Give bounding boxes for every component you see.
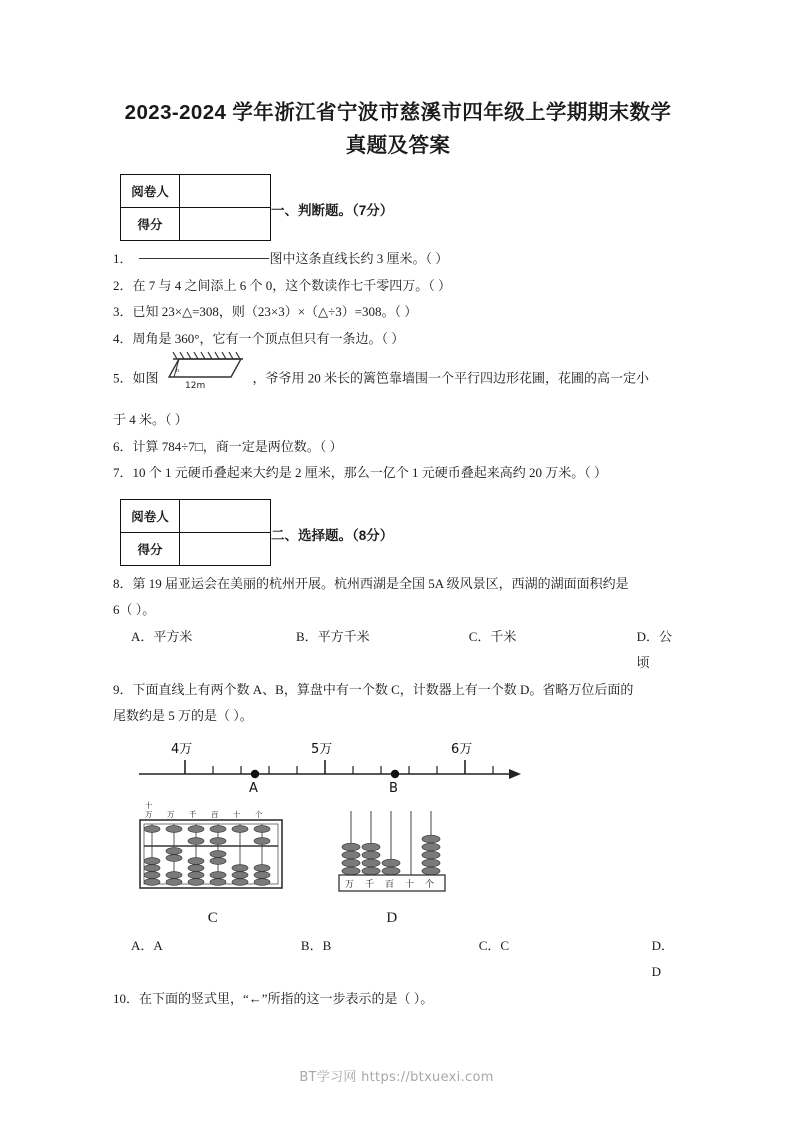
svg-text:百: 百 bbox=[385, 879, 395, 890]
svg-text:万: 万 bbox=[345, 879, 355, 890]
page-title bbox=[113, 96, 683, 162]
option-9-b[interactable]: B．B bbox=[300, 937, 332, 953]
option-9-c[interactable]: C．C bbox=[478, 937, 510, 953]
question-3 bbox=[113, 299, 683, 326]
number-line-svg bbox=[135, 736, 527, 796]
abacus-c-svg bbox=[137, 799, 289, 905]
question-8-options bbox=[113, 624, 683, 677]
question-4-number: 4． bbox=[113, 330, 133, 346]
option-8-d[interactable]: D．公顷 bbox=[636, 628, 672, 671]
question-2-text: 在 7 与 4 之间添上 6 个 0，这个数读作七千零四万。（ ） bbox=[132, 277, 452, 293]
score-value-2[interactable] bbox=[180, 532, 271, 565]
question-4-text: 周角是 360°，它有一个顶点但只有一条边。（ ） bbox=[132, 330, 405, 346]
score-label-2: 得分 bbox=[121, 532, 180, 565]
parallelogram-wall-figure bbox=[163, 350, 249, 405]
option-8-c[interactable]: C．千米 bbox=[468, 628, 517, 644]
svg-text:个: 个 bbox=[425, 879, 435, 890]
question-7-number: 7． bbox=[113, 465, 133, 481]
question-10-text: 在下面的竖式里，“←”所指的这一步表示的是（ ）。 bbox=[139, 990, 434, 1006]
question-9-continued bbox=[113, 703, 683, 730]
score-table-1 bbox=[120, 174, 271, 241]
numberline-point-a bbox=[251, 770, 259, 778]
grader-label-2: 阅卷人 bbox=[121, 499, 180, 532]
question-9-text-line2: 尾数约是 5 万的是（ ）。 bbox=[113, 708, 253, 724]
question-5-text-post2: 于 4 米。（ ） bbox=[113, 412, 188, 428]
score-value-1[interactable] bbox=[180, 208, 271, 241]
option-9-a[interactable]: A．A bbox=[131, 937, 163, 953]
numberline-point-a-label: A bbox=[249, 780, 258, 796]
question-5-text-post: ，爷爷用 20 米长的篱笆靠墙围一个平行四边形花圃，花圃的高一定小 bbox=[252, 370, 650, 386]
question-6-text: 计算 784÷7□，商一定是两位数。（ ） bbox=[132, 438, 343, 454]
question-4 bbox=[113, 326, 683, 353]
grader-value-1[interactable] bbox=[180, 175, 271, 208]
abacus-c-cell bbox=[137, 799, 289, 927]
abacus-figures-row bbox=[113, 799, 683, 927]
question-7-text: 10 个 1 元硬币叠起来大约是 2 厘米，那么一亿个 1 元硬币叠起来高约 20 万米。（ ） bbox=[132, 465, 608, 481]
table-row bbox=[121, 208, 271, 241]
section-heading-1: 一、判断题。（7分） bbox=[271, 203, 394, 219]
option-8-a[interactable]: A．平方米 bbox=[131, 628, 193, 644]
svg-text:百: 百 bbox=[211, 809, 219, 819]
svg-text:12m: 12m bbox=[184, 381, 205, 391]
score-table-2 bbox=[120, 499, 271, 566]
section-2-header bbox=[113, 499, 683, 565]
abacus-d-svg bbox=[333, 799, 451, 905]
question-9 bbox=[113, 677, 683, 704]
footer-watermark: BT学习网 https://btxuexi.com bbox=[299, 1070, 494, 1085]
svg-text:万: 万 bbox=[167, 809, 175, 819]
question-9-number: 9． bbox=[113, 681, 133, 697]
question-8 bbox=[113, 571, 683, 598]
numberline-point-b-label: B bbox=[389, 780, 398, 796]
title-line-2: 真题及答案 bbox=[345, 134, 451, 158]
question-9-options bbox=[113, 933, 683, 986]
svg-text:千: 千 bbox=[365, 879, 375, 890]
question-8-continued bbox=[113, 597, 683, 624]
parallelogram-svg bbox=[163, 350, 249, 390]
question-8-text-line2: 6（ ）。 bbox=[113, 602, 156, 618]
question-5-number: 5． bbox=[113, 370, 133, 386]
score-label-1: 得分 bbox=[121, 208, 180, 241]
svg-text:个: 个 bbox=[255, 809, 263, 819]
question-7 bbox=[113, 460, 683, 487]
table-row bbox=[121, 499, 271, 532]
numberline-label-2: 6万 bbox=[451, 741, 473, 757]
title-line-1: 2023-2024 学年浙江省宁波市慈溪市四年级上学期期末数学 bbox=[124, 101, 672, 124]
table-row bbox=[121, 532, 271, 565]
question-8-number: 8． bbox=[113, 575, 133, 591]
question-2-number: 2． bbox=[113, 277, 133, 293]
numberline-point-b bbox=[391, 770, 399, 778]
svg-text:千: 千 bbox=[189, 809, 197, 819]
svg-text:十: 十 bbox=[145, 800, 153, 810]
question-5-text-pre: 如图 bbox=[132, 370, 159, 386]
question-3-text: 已知 23×△=308，则（23×3）×（△÷3）=308。（ ） bbox=[132, 304, 418, 320]
question-10-number: 10． bbox=[113, 990, 140, 1006]
question-5 bbox=[113, 352, 683, 407]
question-1-number: 1． bbox=[113, 251, 133, 267]
question-9-text-line1: 下面直线上有两个数 A、B，算盘中有一个数 C，计数器上有一个数 D。省略万位后面的 bbox=[132, 681, 634, 697]
question-5-continued bbox=[113, 407, 683, 434]
grader-label-1: 阅卷人 bbox=[121, 175, 180, 208]
grader-value-2[interactable] bbox=[180, 499, 271, 532]
option-8-b[interactable]: B．平方千米 bbox=[296, 628, 370, 644]
question-6 bbox=[113, 434, 683, 461]
table-row bbox=[121, 175, 271, 208]
question-2 bbox=[113, 273, 683, 300]
abacus-d-caption: D bbox=[386, 909, 398, 926]
svg-text:十: 十 bbox=[233, 809, 241, 819]
option-9-d[interactable]: D．D bbox=[651, 937, 674, 980]
svg-text:h: h bbox=[175, 368, 179, 375]
abacus-c-caption: C bbox=[207, 909, 219, 926]
number-line-figure bbox=[113, 736, 683, 801]
page-content bbox=[113, 96, 683, 1012]
abacus-d-cell bbox=[333, 799, 451, 927]
svg-text:万: 万 bbox=[145, 809, 153, 819]
section-heading-2: 二、选择题。（8分） bbox=[271, 527, 394, 543]
numberline-label-1: 5万 bbox=[311, 741, 333, 757]
question-3-number: 3． bbox=[113, 304, 133, 320]
numberline-label-0: 4万 bbox=[171, 741, 193, 757]
question-8-text-line1: 第 19 届亚运会在美丽的杭州开展。杭州西湖是全国 5A 级风景区，西湖的湖面面积约是 bbox=[132, 575, 629, 591]
svg-text:十: 十 bbox=[405, 879, 415, 890]
line-segment-figure bbox=[139, 258, 269, 259]
question-6-number: 6． bbox=[113, 438, 133, 454]
question-1 bbox=[113, 246, 683, 273]
question-10 bbox=[113, 986, 683, 1013]
question-1-text: 图中这条直线长约 3 厘米。（ ） bbox=[269, 251, 449, 267]
section-1-header bbox=[113, 174, 683, 240]
